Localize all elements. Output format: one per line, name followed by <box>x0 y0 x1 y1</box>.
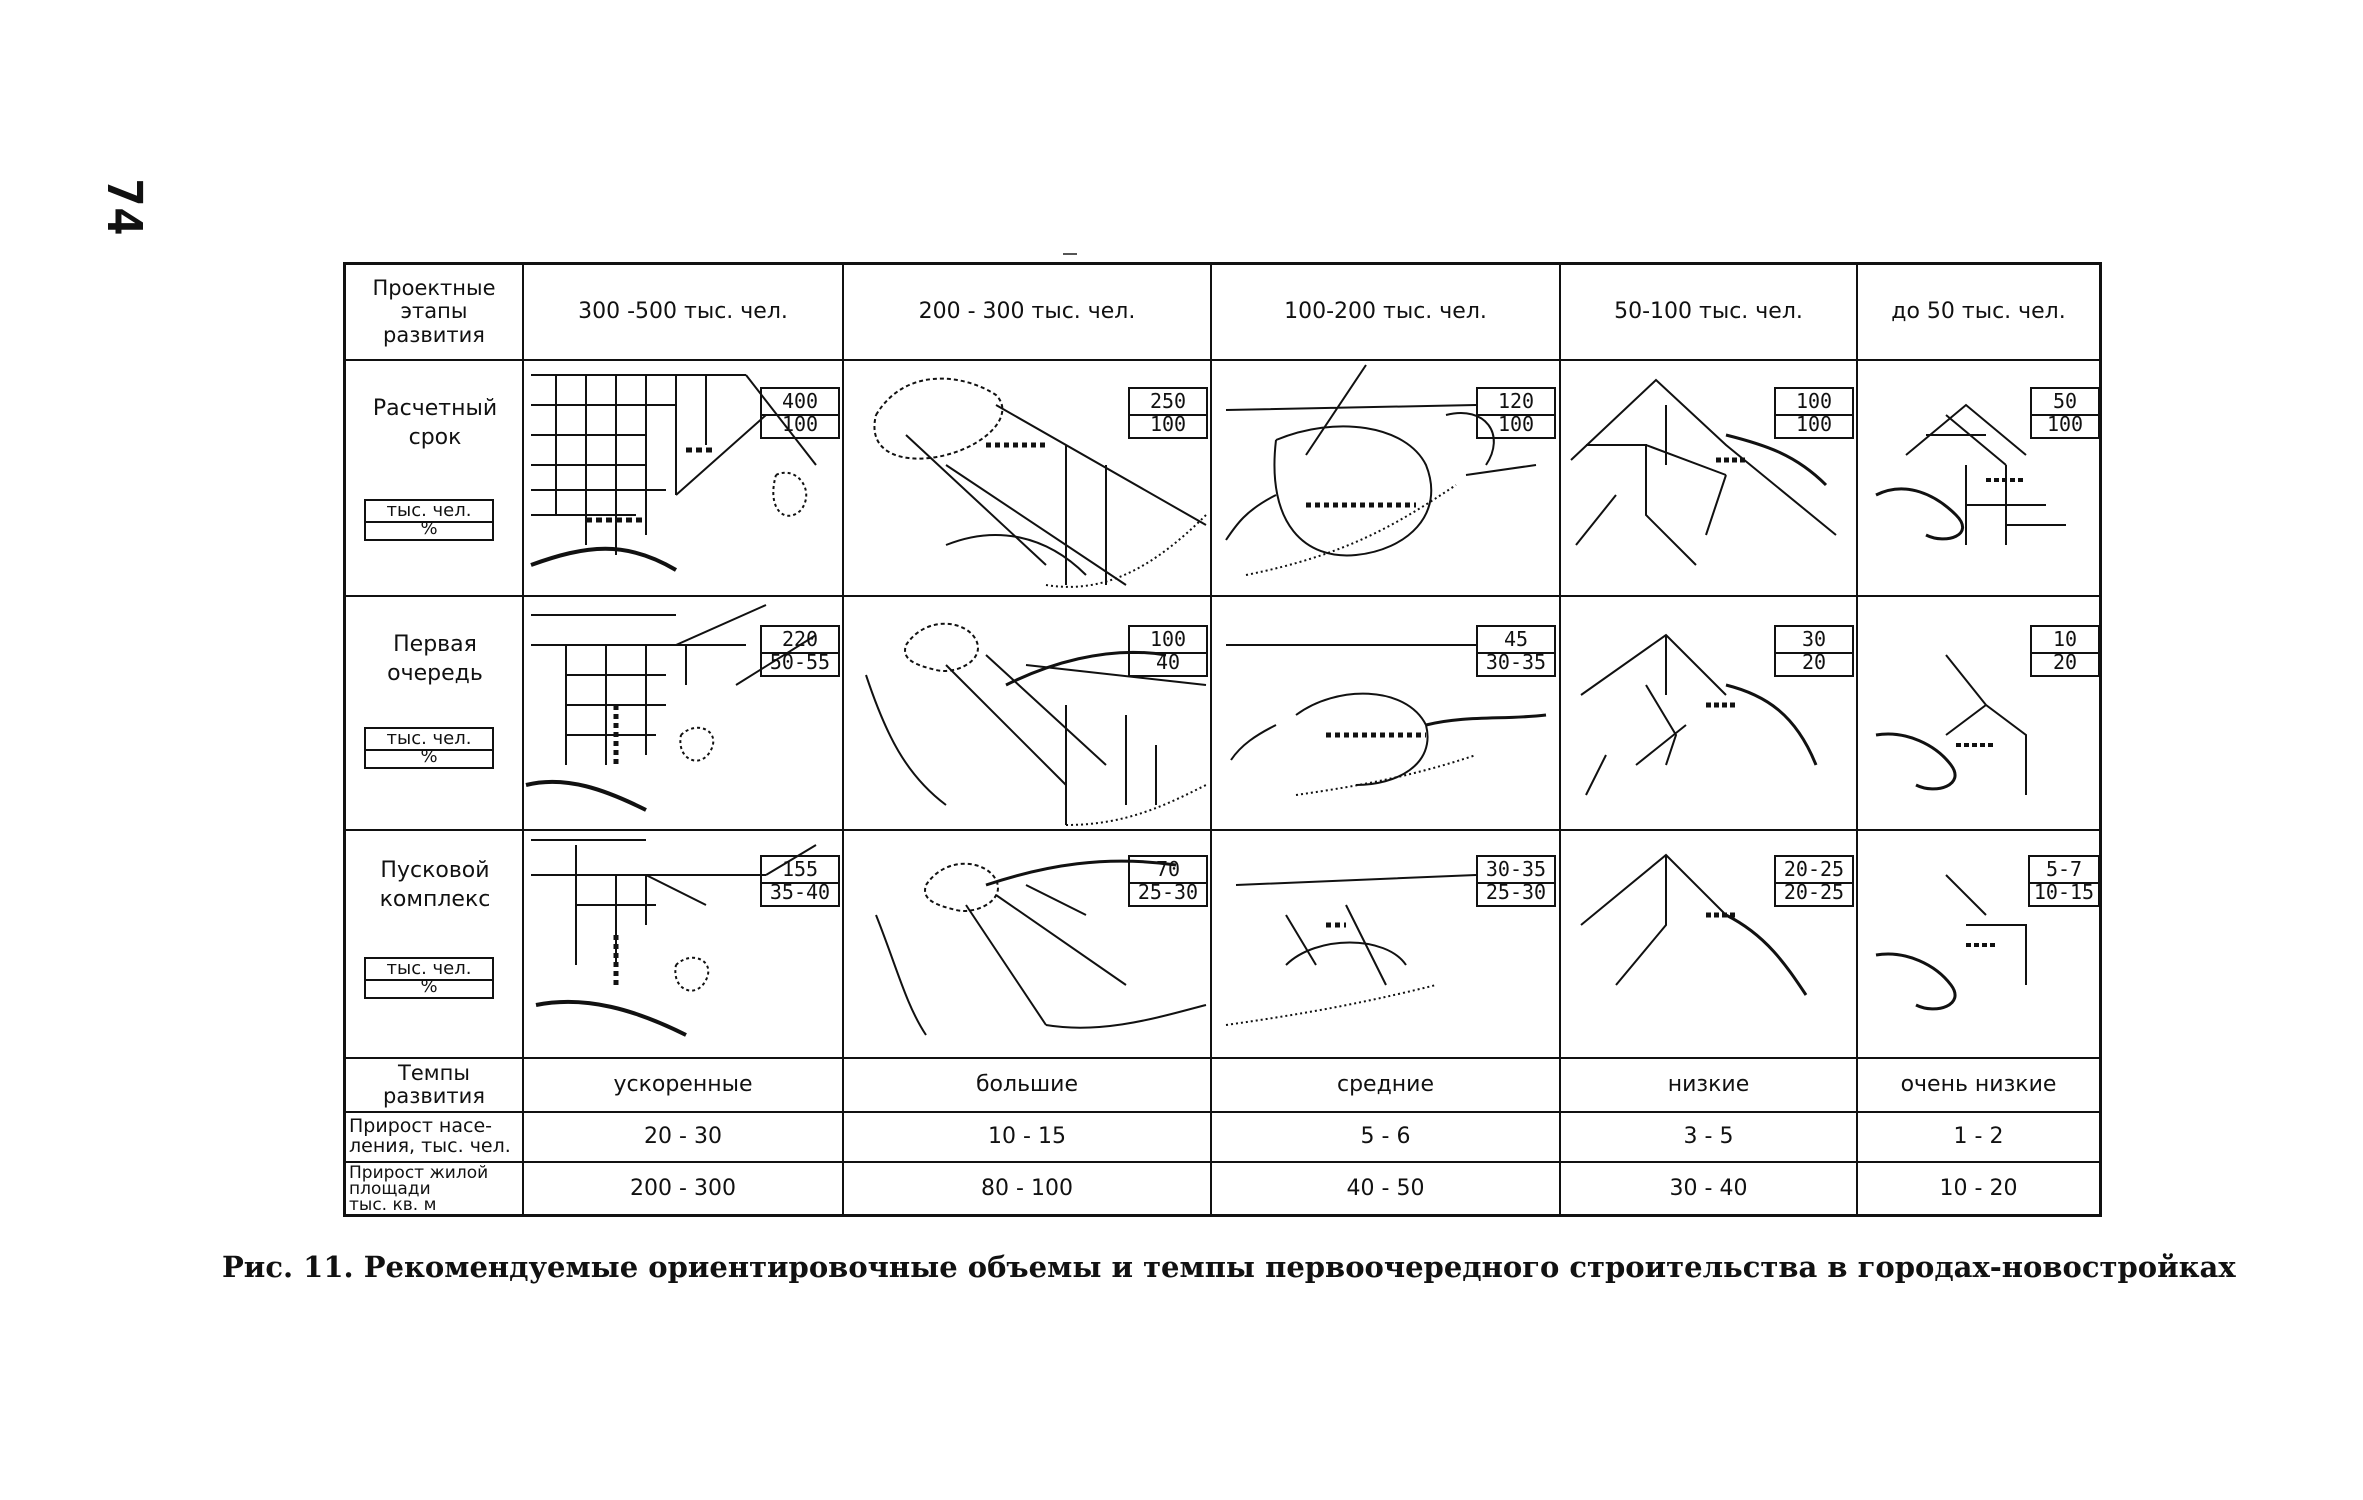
value-bottom: 40 <box>1155 650 1181 674</box>
population-growth-value: 5 - 6 <box>1360 1123 1411 1149</box>
housing-growth-value: 40 - 50 <box>1346 1175 1425 1201</box>
city-plan-schematics <box>346 265 2099 1057</box>
housing-growth-value: 80 - 100 <box>981 1175 1073 1201</box>
value-bottom: 100 <box>1795 412 1833 436</box>
population-growth-value: 20 - 30 <box>644 1123 722 1149</box>
city-plan-50-100-launch <box>1581 855 1806 995</box>
value-bottom: 10-15 <box>2033 880 2095 904</box>
value-bottom: 35-40 <box>769 880 831 904</box>
value-top: 155 <box>762 857 838 884</box>
value-bottom: 20 <box>2052 650 2078 674</box>
population-growth-value: 1 - 2 <box>1953 1123 2004 1149</box>
city-plan-100-200-launch <box>1226 875 1476 1025</box>
value-top: 120 <box>1478 389 1554 416</box>
figure-caption: Рис. 11. Рекомендуемые ориентировочные объемы и темпы первоочередного строительства в городах-новостройках <box>222 1250 2236 1284</box>
housing-growth-value: 200 - 300 <box>630 1175 736 1201</box>
housing-growth-value: 30 - 40 <box>1669 1175 1748 1201</box>
row-label-pace: Темпы развития <box>383 1060 485 1108</box>
unit-legend-bottom: % <box>420 746 438 767</box>
city-plan-300-500-first-phase <box>526 605 816 810</box>
stage-label-design-term: Расчетный срок <box>372 396 498 450</box>
value-top: 100 <box>1130 627 1206 654</box>
header-mark <box>1063 253 1077 255</box>
value-top: 250 <box>1130 389 1206 416</box>
unit-legend-top: тыс. чел. <box>366 729 492 751</box>
city-plan-50-100-design <box>1571 380 1836 565</box>
column-header-100-200: 100-200 тыс. чел. <box>1284 298 1487 324</box>
value-bottom: 100 <box>1497 412 1535 436</box>
column-header-50-100: 50-100 тыс. чел. <box>1614 298 1803 324</box>
unit-legend-top: тыс. чел. <box>366 501 492 523</box>
value-bottom: 30-35 <box>1485 650 1547 674</box>
population-growth-value: 3 - 5 <box>1683 1123 1734 1149</box>
value-top: 100 <box>1776 389 1852 416</box>
value-bottom: 100 <box>781 412 819 436</box>
value-bottom: 50-55 <box>769 650 831 674</box>
city-plan-300-500-design <box>531 375 816 570</box>
stage-label-launch-complex: Пусковой комплекс <box>379 858 491 912</box>
unit-legend-bottom: % <box>420 518 438 539</box>
pace-value: большие <box>975 1071 1079 1097</box>
value-top: 70 <box>1130 857 1206 884</box>
development-stages-figure <box>343 262 2102 1217</box>
value-bottom: 25-30 <box>1137 880 1199 904</box>
city-plan-under-50-first-phase <box>1876 655 2026 795</box>
value-top: 5-7 <box>2030 857 2098 884</box>
value-top: 220 <box>762 627 838 654</box>
value-top: 10 <box>2032 627 2098 654</box>
stages-header: Проектные этапы развития <box>372 276 496 347</box>
pace-value: низкие <box>1667 1071 1750 1097</box>
city-plan-50-100-first-phase <box>1581 635 1816 795</box>
pace-value: очень низкие <box>1900 1071 2057 1097</box>
unit-legend-top: тыс. чел. <box>366 959 492 981</box>
row-label-housing-growth: Прирост жилой площади тыс. кв. м <box>349 1162 489 1216</box>
population-growth-value: 10 - 15 <box>988 1123 1066 1149</box>
pace-value: ускоренные <box>613 1071 753 1097</box>
city-plan-200-300-launch <box>876 861 1206 1035</box>
row-label-population-growth: Прирост насе- ления, тыс. чел. <box>349 1115 511 1157</box>
value-bottom: 100 <box>2046 412 2084 436</box>
value-top: 30-35 <box>1478 857 1554 884</box>
city-plan-200-300-first-phase <box>866 624 1206 825</box>
value-top: 400 <box>762 389 838 416</box>
housing-growth-value: 10 - 20 <box>1939 1175 2018 1201</box>
value-bottom: 100 <box>1149 412 1187 436</box>
city-plan-100-200-design <box>1226 365 1536 575</box>
city-plan-100-200-first-phase <box>1226 645 1546 795</box>
stage-label-first-phase: Первая очередь <box>387 632 483 686</box>
value-bottom: 20 <box>1801 650 1827 674</box>
unit-legend-bottom: % <box>420 976 438 997</box>
column-header-200-300: 200 - 300 тыс. чел. <box>918 298 1136 324</box>
pace-value: средние <box>1336 1071 1435 1097</box>
city-plan-under-50-design <box>1876 405 2066 545</box>
page-number: 74 <box>96 178 152 236</box>
column-header-under-50: до 50 тыс. чел. <box>1891 298 2066 324</box>
value-top: 30 <box>1776 627 1852 654</box>
value-top: 45 <box>1478 627 1554 654</box>
value-bottom: 25-30 <box>1485 880 1547 904</box>
column-header-300-500: 300 -500 тыс. чел. <box>578 298 788 324</box>
value-bottom: 20-25 <box>1783 880 1845 904</box>
value-top: 50 <box>2032 389 2098 416</box>
value-top: 20-25 <box>1776 857 1852 884</box>
city-plan-300-500-launch <box>531 840 816 1035</box>
city-plan-200-300-design <box>874 379 1206 587</box>
city-plan-under-50-launch <box>1876 875 2026 1009</box>
